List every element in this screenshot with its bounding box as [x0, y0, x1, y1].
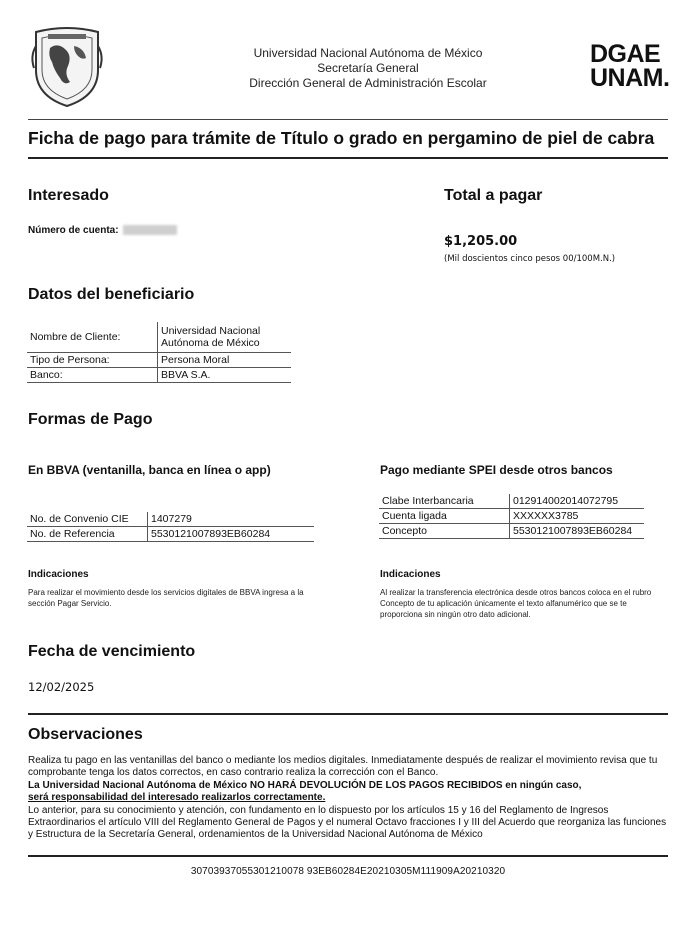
divider-observaciones	[28, 713, 668, 715]
bbva-indicaciones-text: Para realizar el movimiento desde los servicios digitales de BBVA ingresa a la sección Pagar Servicio.	[28, 588, 304, 608]
table-row	[27, 322, 291, 353]
spei-indicaciones-heading: Indicaciones	[380, 569, 441, 580]
observaciones-p2	[28, 780, 670, 805]
spei-label-cuenta: Cuenta ligada	[379, 509, 510, 524]
spei-label-concepto: Concepto	[379, 524, 510, 539]
beneficiario-heading: Datos del beneficiario	[28, 286, 195, 303]
table-row	[27, 527, 314, 542]
dgae-unam-logo	[590, 40, 670, 92]
total-heading: Total a pagar	[444, 187, 543, 204]
header-university: Universidad Nacional Autónoma de México	[253, 46, 483, 60]
observaciones-p2-bold: La Universidad Nacional Autónoma de México NO HARÁ DEVOLUCIÓN DE LOS PAGOS RECIBIDOS en ningún caso,	[28, 779, 582, 791]
account-number-redacted	[123, 225, 177, 235]
observaciones-heading: Observaciones	[28, 726, 143, 743]
table-row	[27, 368, 291, 383]
spei-indicaciones-text: Al realizar la transferencia electrónica desde otros bancos coloca en el rubro Concepto de tu aplicación únicamente el texto alfanumérico que se te proporciona sin ningún otro dato adicional.	[380, 588, 652, 619]
spei-label-clabe: Clabe Interbancaria	[379, 494, 510, 509]
bbva-label-referencia: No. de Referencia	[27, 527, 148, 542]
dgae-logo-line2: UNAM.	[590, 64, 670, 92]
spei-heading: Pago mediante SPEI desde otros bancos	[380, 463, 613, 477]
divider-title	[28, 157, 668, 159]
beneficiario-value-client: Universidad Nacional Autónoma de México	[158, 322, 292, 353]
interesado-heading: Interesado	[28, 187, 109, 204]
beneficiario-label-type: Tipo de Persona:	[27, 353, 158, 368]
divider-top	[28, 119, 668, 120]
spei-value-concepto: 5530121007893EB60284	[510, 524, 645, 539]
beneficiario-label-bank: Banco:	[27, 368, 158, 383]
account-number-label: Número de cuenta:	[28, 225, 119, 236]
bbva-value-convenio: 1407279	[148, 512, 315, 527]
observaciones-p2-underline: será responsabilidad del interesado realizarlos correctamente.	[28, 792, 326, 804]
bbva-label-convenio: No. de Convenio CIE	[27, 512, 148, 527]
table-row	[27, 353, 291, 368]
vencimiento-date: 12/02/2025	[28, 680, 95, 694]
table-row	[27, 512, 314, 527]
header-secretariat: Secretaría General	[317, 61, 419, 75]
beneficiario-value-bank: BBVA S.A.	[158, 368, 292, 383]
spei-value-cuenta: XXXXXX3785	[510, 509, 645, 524]
bbva-table	[27, 512, 314, 542]
reference-code: 30703937055301210078 93EB60284E20210305M111909A20210320	[190, 866, 506, 877]
formas-heading: Formas de Pago	[28, 411, 153, 428]
dgae-logo-line1: DGAE	[590, 40, 661, 68]
beneficiario-label-client: Nombre de Cliente:	[27, 322, 158, 353]
observaciones-body	[28, 755, 670, 842]
spei-table	[379, 494, 644, 539]
total-amount: $1,205.00	[444, 234, 518, 249]
observaciones-p1: Realiza tu pago en las ventanillas del banco o mediante los medios digitales. Inmediatamente después de realizar el movimiento revisa que tu comprobante tenga los datos correctos, en caso contrario realiza la corrección con el Banco.	[28, 755, 658, 779]
spei-value-clabe: 012914002014072795	[510, 494, 645, 509]
table-row	[379, 524, 644, 539]
account-number-row	[28, 225, 177, 236]
bbva-heading: En BBVA (ventanilla, banca en línea o app)	[28, 463, 271, 477]
vencimiento-heading: Fecha de vencimiento	[28, 643, 196, 660]
beneficiario-table	[27, 322, 291, 383]
header-direction: Dirección General de Administración Escolar	[249, 76, 487, 90]
table-row	[379, 494, 644, 509]
table-row	[379, 509, 644, 524]
divider-bottom	[28, 855, 668, 857]
bbva-indicaciones-heading: Indicaciones	[28, 569, 89, 580]
beneficiario-value-type: Persona Moral	[158, 353, 292, 368]
bbva-value-referencia: 5530121007893EB60284	[148, 527, 315, 542]
page-title: Ficha de pago para trámite de Título o grado en pergamino de piel de cabra	[28, 128, 655, 148]
total-amount-words: (Mil doscientos cinco pesos 00/100M.N.)	[444, 254, 616, 264]
observaciones-p3: Lo anterior, para su conocimiento y atención, con fundamento en lo dispuesto por los artículos 15 y 16 del Reglamento de Ingresos Extraordinarios el artículo VIII del Reglamento General de Pagos y el numeral Octavo fracciones I y III del Acuerdo que reorganiza las funciones y Estructura de la Secretaría General, ordenamientos de la Universidad Nacional Autónoma de México	[28, 804, 667, 841]
